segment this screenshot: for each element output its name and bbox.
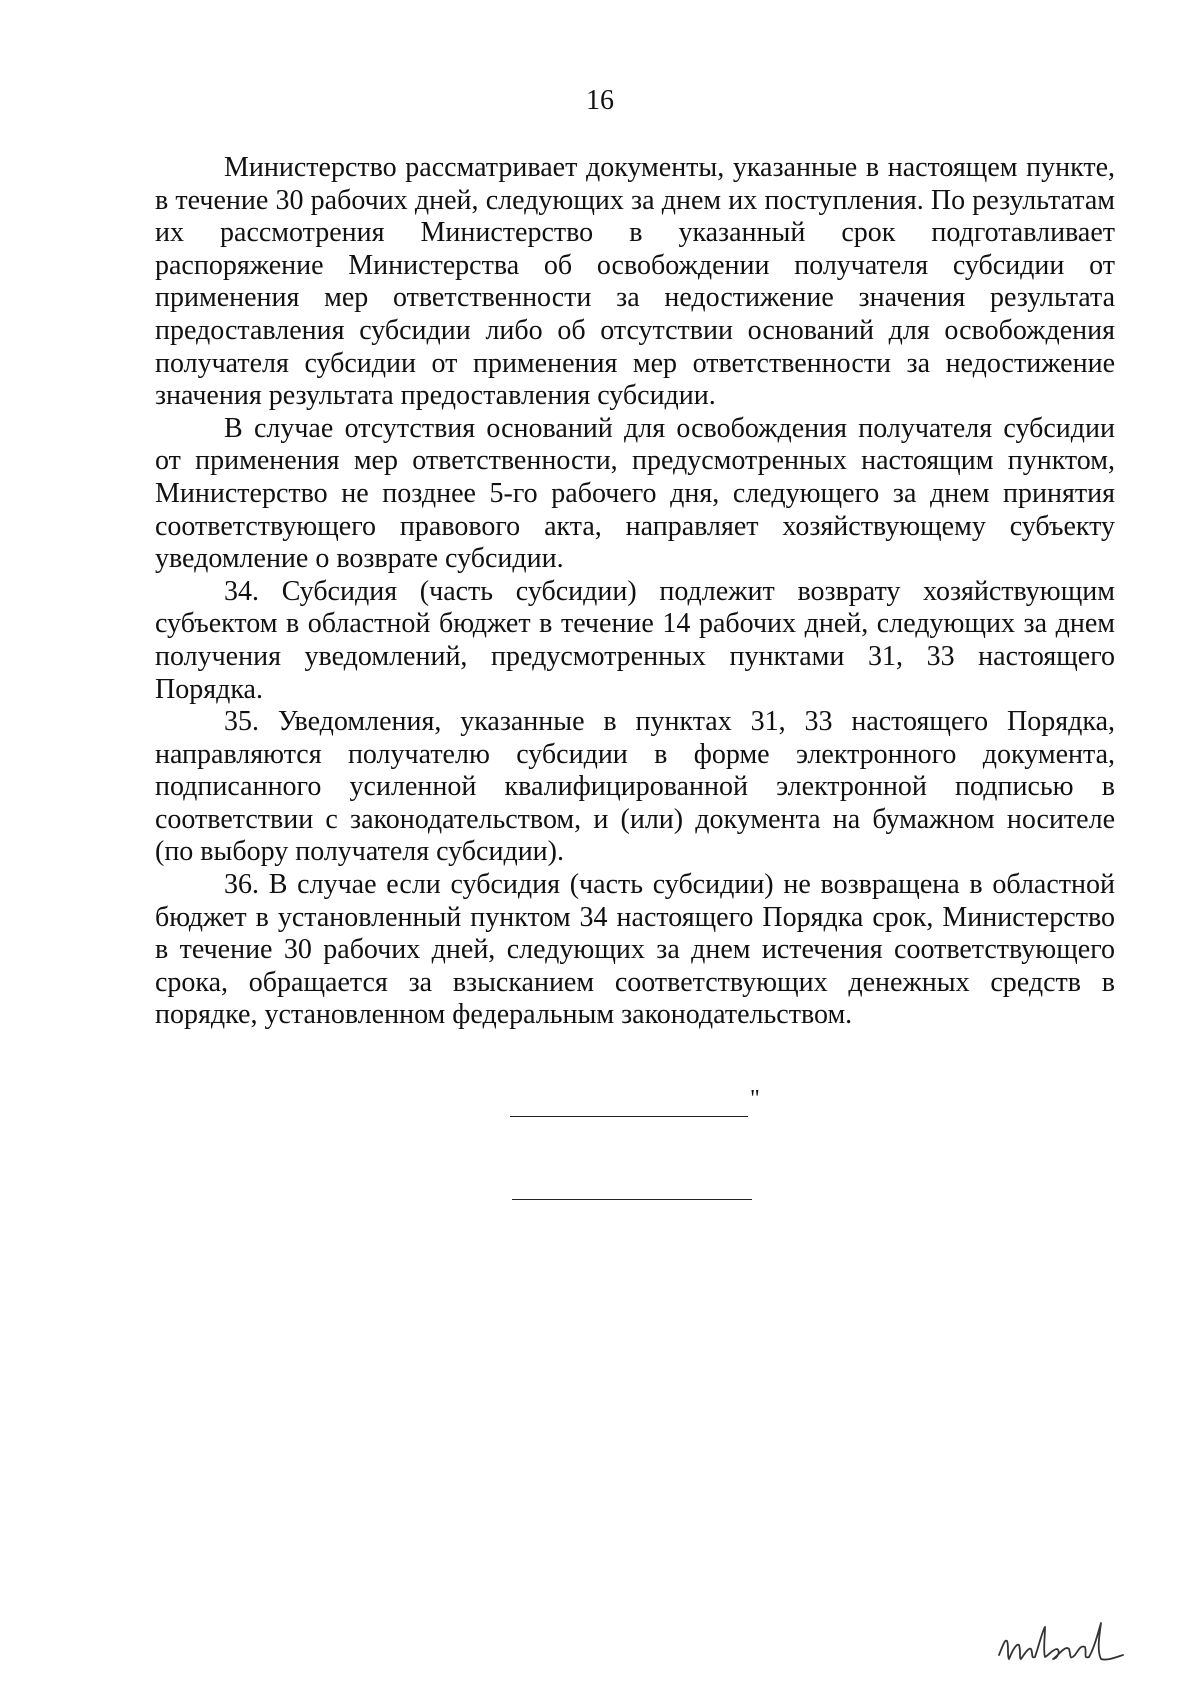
closing-line-block [510, 1086, 770, 1126]
paragraph-item-34: 34. Субсидия (часть субсидии) подлежит возврату хозяйствующим субъектом в областной бюджет в течение 14 рабочих дней, следующих за днем получения уведомлений, предусмотренных пунктами 31, 33 настоящего Порядка. [155, 575, 1115, 705]
closing-quote-mark: " [750, 1086, 760, 1112]
paragraph-ministry-review: Министерство рассматривает документы, указанные в настоящем пункте, в течение 30 рабочих дней, следующих за днем их поступления. По результатам их рассмотрения Министерство в указанный срок подготавливает распоряжение Министерства об освобождении получателя субсидии от применения мер ответственности за недостижение значения результата предоставления субсидии либо об отсутствии оснований для освобождения получателя субсидии от применения мер ответственности за недостижение значения результата предоставления субсидии. [155, 152, 1115, 412]
paragraph-item-36: 36. В случае если субсидия (часть субсидии) не возвращена в областной бюджет в установленный пунктом 34 настоящего Порядка срок, Министерство в течение 30 рабочих дней, следующих за днем истечения соответствующего срока, обращается за взысканием соответствующих денежных средств в порядке, установленном федеральным законодательством. [155, 869, 1115, 1031]
closing-underline [510, 1116, 748, 1117]
paragraph-no-grounds-notice: В случае отсутствия оснований для освобождения получателя субсидии от применения мер ответственности, предусмотренных настоящим пунктом, Министерство не позднее 5-го рабочего дня, следующего за днем принятия соответствующего правового акта, направляет хозяйствующему субъекту уведомление о возврате субсидии. [155, 412, 1115, 575]
handwritten-initials [995, 1615, 1125, 1670]
document-body [155, 152, 1115, 1032]
separator-line [512, 1199, 752, 1200]
paragraph-item-35: 35. Уведомления, указанные в пунктах 31, 33 настоящего Порядка, направляются получателю субсидии в форме электронного документа, подписанного усиленной квалифицированной электронной подписью в соответствии с законодательством, и (или) документа на бумажном носителе (по выбору получателя субсидии). [155, 706, 1115, 868]
page-number: 16 [586, 85, 614, 116]
